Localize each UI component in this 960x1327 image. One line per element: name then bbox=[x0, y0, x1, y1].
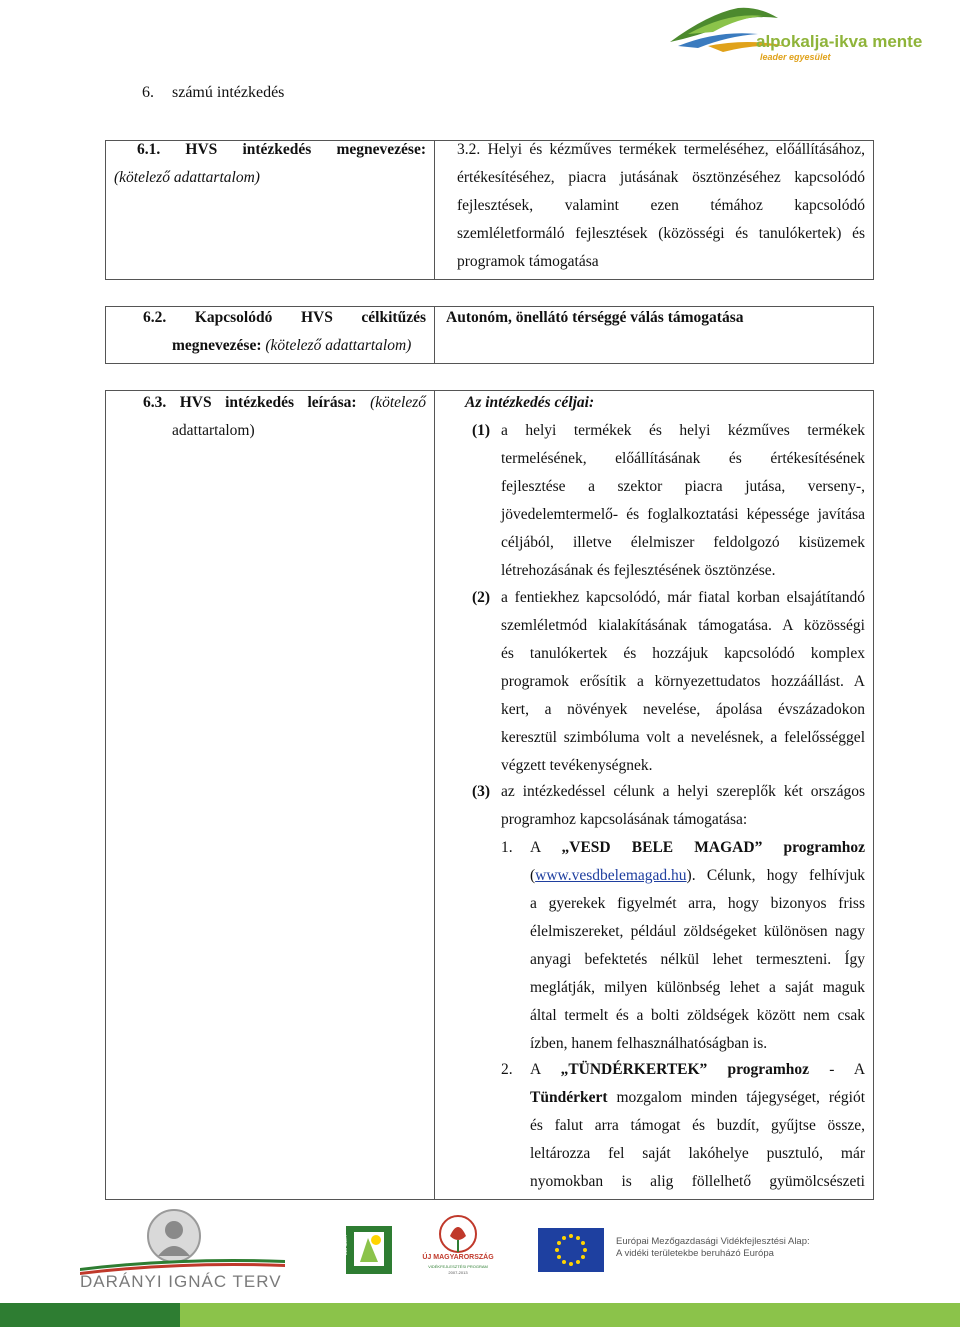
logo-subtitle: leader egyesület bbox=[760, 52, 831, 62]
eu-flag-icon bbox=[538, 1228, 604, 1272]
leader-text: LEADER bbox=[343, 1234, 350, 1256]
goal-item-1: (1) a helyi termékek és helyi kézműves termékek termelésének, előállításának és értékesítésének fejlesztése a szektor piacra jutása, verseny-, jövedelemtermelő- és foglalkoztatási képessége javítása céljából, illetve élelmiszer feldolgozó kisüzemek létrehozásának és fejlesztésének ösztönzése. bbox=[472, 422, 865, 579]
daranyi-logo bbox=[80, 1208, 285, 1292]
logo-name: alpokalja-ikva mente bbox=[756, 32, 923, 51]
goal-item-3: (3) az intézkedéssel célunk a helyi szereplők két országos programhoz kapcsolásának támogatása: bbox=[472, 783, 865, 828]
section-6-1-label-line: 6.1. HVS intézkedés megnevezése: bbox=[137, 141, 426, 158]
umvp-years: 2007-2013 bbox=[448, 1270, 468, 1275]
umvp-subtext: VIDÉKFEJLESZTÉSI PROGRAM bbox=[428, 1264, 488, 1269]
leader-emblem-icon bbox=[344, 1224, 394, 1276]
daranyi-text: DARÁNYI IGNÁC TERV bbox=[80, 1272, 282, 1291]
section-6-1-label-note: (kötelező adattartalom) bbox=[114, 169, 260, 186]
heading-number: 6. bbox=[142, 84, 154, 101]
section-6-3-divider bbox=[434, 390, 435, 1200]
eu-logo bbox=[538, 1228, 604, 1272]
sub-item-1: 1. A „VESD BELE MAGAD” programhoz (www.vesdbelemagad.hu). Célunk, hogy felhívjuk a gyerekek figyelmét arra, hogy bizonyos friss élelmiszereket, például zöldségeket különösen nagy anyagi befektetés nélkül lehet termeszteni. Így meglátják, milyen különbség lehet a saját maguk által termelt és a bolti zöldségek között nem csak ízben, hanem felhasználhatóságban is. bbox=[501, 839, 865, 1052]
vesdbelemagad-link[interactable]: www.vesdbelemagad.hu bbox=[535, 867, 687, 884]
section-6-3-label: 6.3. HVS intézkedés leírása: (kötelező adattartalom) bbox=[143, 394, 427, 439]
portrait-medallion-icon bbox=[146, 1208, 202, 1264]
goal-item-2: (2) a fentiekhez kapcsolódó, már fiatal korban elsajátítandó szemléletmód kialakításának támogatása. A közösségi és tanulókertek és hozzájuk kapcsolódó komplex programok erősítik a környezettudatos hozzáállást. A kert, a növények nevelése, ápolása évszázadokon keresztül szimbóluma volt a nevelésnek, a felelősséggel végzett tevékenységnek. bbox=[472, 589, 865, 774]
footer-color-bar bbox=[0, 1303, 960, 1327]
page-heading bbox=[142, 84, 284, 102]
sub-item-2: 2. A „TÜNDÉRKERTEK” programhoz - A Tündérkert mozgalom minden tájegységet, régiót és falut arra támogat és buzdít, gyűjtse össze, leltározza fel saját lakóhelye pusztuló, már nyomokban is alig föllelhető gyümölcsészeti bbox=[501, 1061, 866, 1190]
heading-title: számú intézkedés bbox=[172, 84, 285, 101]
umvp-text: ÚJ MAGYARORSZÁG bbox=[422, 1254, 494, 1261]
section-6-2-divider bbox=[434, 306, 435, 364]
goals-title: Az intézkedés céljai: bbox=[465, 394, 595, 411]
tulip-emblem-icon bbox=[426, 1214, 490, 1256]
leader-logo bbox=[344, 1224, 394, 1276]
section-6-1-label bbox=[114, 136, 426, 192]
eu-fund-text: Európai Mezőgazdasági Vidékfejlesztési Alap: A vidéki területekbe beruházó Európa bbox=[616, 1236, 810, 1259]
umvp-logo bbox=[422, 1214, 494, 1284]
alpokalja-logo bbox=[668, 4, 928, 64]
section-6-2-value: Autonóm, önellátó térséggé válás támogatása bbox=[446, 309, 744, 326]
section-6-2-label: 6.2. Kapcsolódó HVS célkitűzés megnevezése: (kötelező adattartalom) bbox=[143, 309, 426, 354]
section-6-1-value: 3.2. Helyi és kézműves termékek termeléséhez, előállításához, értékesítéséhez, piacra jutásának ösztönzéséhez kapcsolódó fejlesztések, valamint ezen témához kapcsolódó szemléletformáló fejlesztések (közösségi és tanulókertek) és programok támogatása bbox=[457, 141, 865, 270]
section-6-1-divider bbox=[434, 140, 435, 280]
